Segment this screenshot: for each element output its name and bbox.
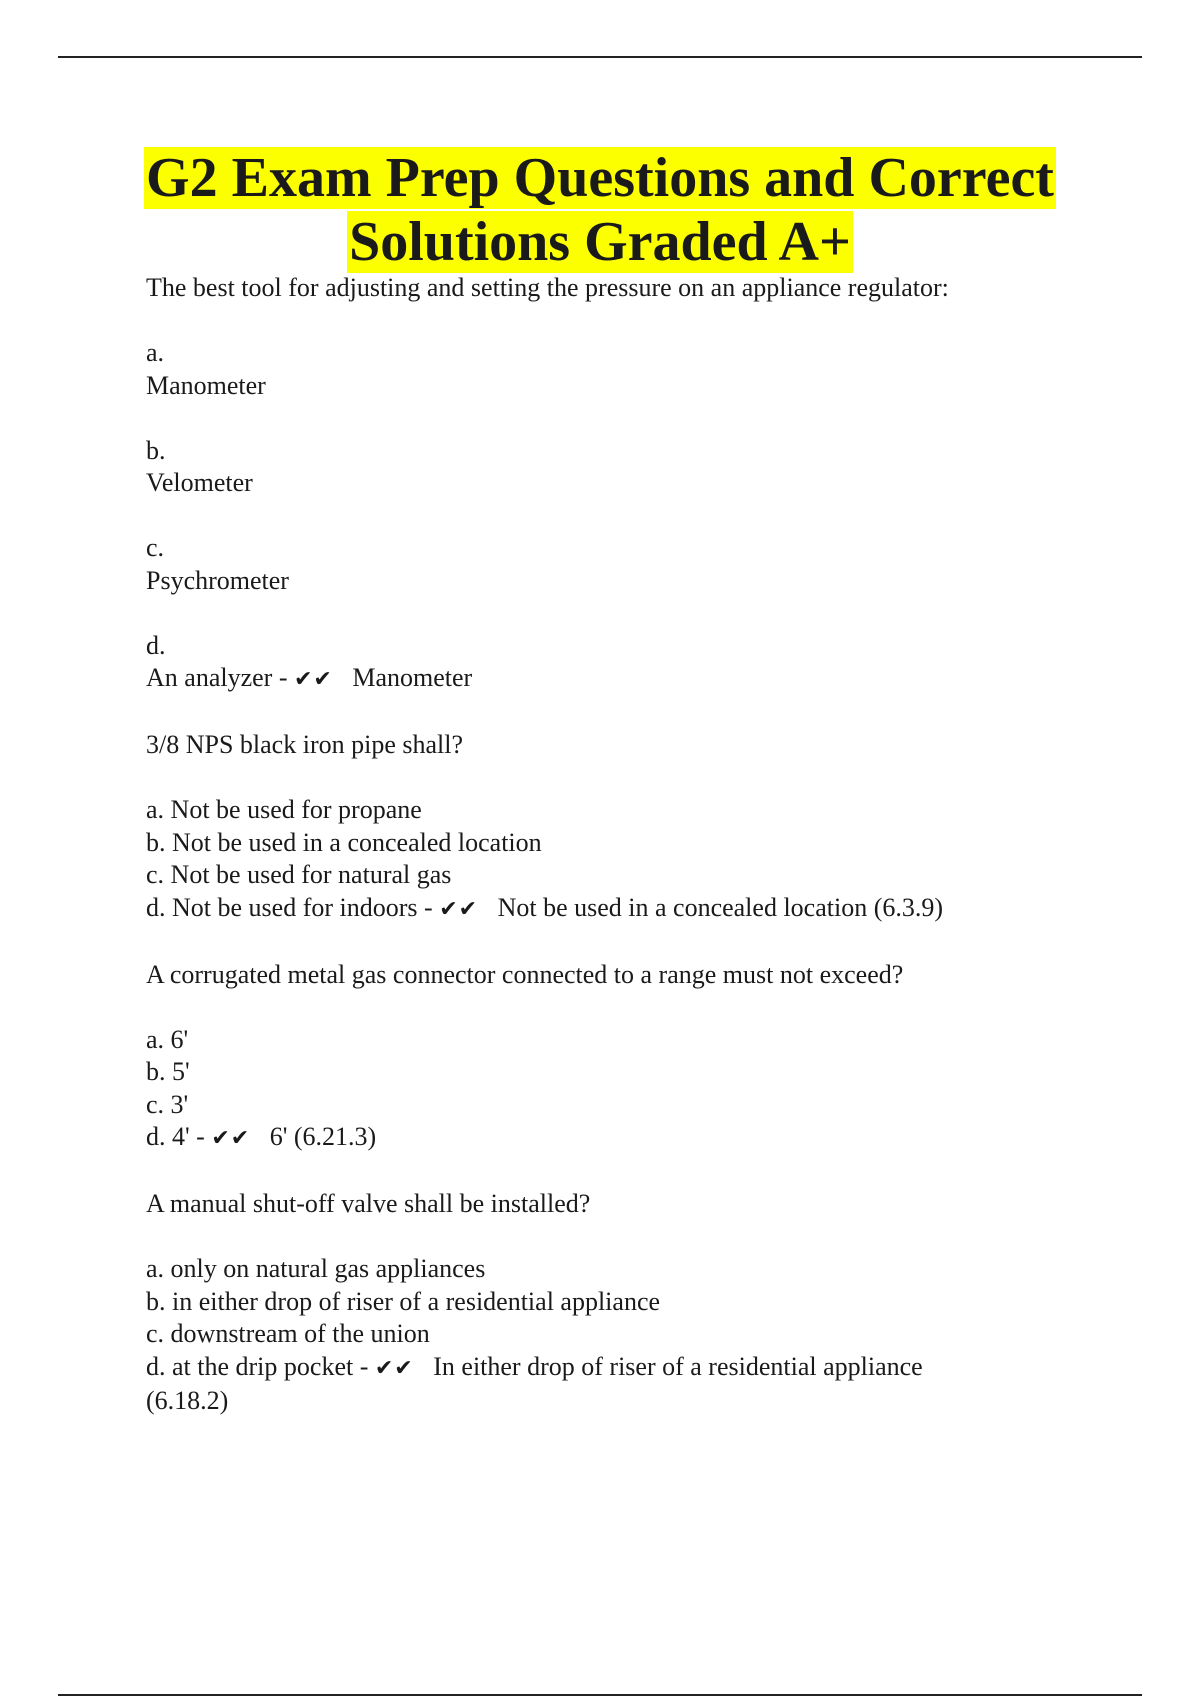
check-icon: ✔✔: [374, 1355, 414, 1381]
check-icon: ✔✔: [211, 1126, 251, 1151]
q1-option-a-letter: a.: [146, 338, 165, 367]
q2-answer: Not be used in a concealed location (6.3.9): [497, 892, 944, 922]
q4-option-d: d. at the drip pocket -: [146, 1351, 375, 1381]
q3-option-d-line: [146, 1121, 1066, 1156]
q3-option-a: a. 6': [146, 1024, 189, 1054]
title-line-2: Solutions Graded A+: [349, 211, 851, 273]
question-1: [146, 272, 1066, 697]
question-1-text: The best tool for adjusting and setting the pressure on an appliance regulator:: [146, 273, 949, 302]
header-rule: [58, 56, 1142, 58]
q2-option-d-line: [146, 892, 1066, 927]
question-2-text: 3/8 NPS black iron pipe shall?: [146, 730, 464, 759]
check-icon: ✔✔: [293, 667, 333, 692]
q1-answer: Manometer: [352, 663, 473, 692]
document-title: [0, 146, 1200, 274]
q1-option-a-text: Manometer: [146, 370, 266, 400]
document-body: [146, 272, 1066, 1418]
q2-option-b: b. Not be used in a concealed location: [146, 827, 542, 857]
q1-option-b-letter: b.: [146, 435, 166, 465]
q2-option-c: c. Not be used for natural gas: [146, 860, 452, 889]
q3-option-d: d. 4' -: [146, 1122, 212, 1151]
question-3-text: A corrugated metal gas connector connected to a range must not exceed?: [146, 959, 904, 989]
q1-option-d-letter: d.: [146, 630, 166, 660]
question-4: [146, 1188, 1066, 1418]
question-3: [146, 959, 1066, 1156]
q2-option-a: a. Not be used for propane: [146, 795, 422, 824]
q4-option-d-line: [146, 1351, 1066, 1386]
q1-option-b-text: Velometer: [146, 468, 253, 497]
q4-option-c: c. downstream of the union: [146, 1319, 430, 1348]
title-block: [0, 146, 1200, 274]
question-4-text: A manual shut-off valve shall be installed?: [146, 1189, 591, 1218]
q4-option-b: b. in either drop of riser of a residential appliance: [146, 1286, 661, 1316]
q1-option-c-text: Psychrometer: [146, 565, 289, 595]
q2-option-d: d. Not be used for indoors -: [146, 892, 440, 922]
q1-option-d-line: [146, 662, 1066, 697]
q4-answer: In either drop of riser of a residential appliance: [433, 1351, 923, 1381]
question-2: [146, 729, 1066, 926]
check-icon: ✔✔: [439, 896, 479, 922]
q1-option-c-letter: c.: [146, 533, 165, 562]
q4-option-a: a. only on natural gas appliances: [146, 1254, 486, 1283]
q4-answer-continued: (6.18.2): [146, 1386, 229, 1415]
title-line-1: G2 Exam Prep Questions and Correct: [146, 147, 1054, 209]
q3-answer: 6' (6.21.3): [269, 1122, 377, 1151]
q3-option-b: b. 5': [146, 1057, 190, 1086]
footer-rule: [58, 1694, 1142, 1696]
q3-option-c: c. 3': [146, 1089, 189, 1119]
q1-option-d-text: An analyzer -: [146, 663, 294, 692]
